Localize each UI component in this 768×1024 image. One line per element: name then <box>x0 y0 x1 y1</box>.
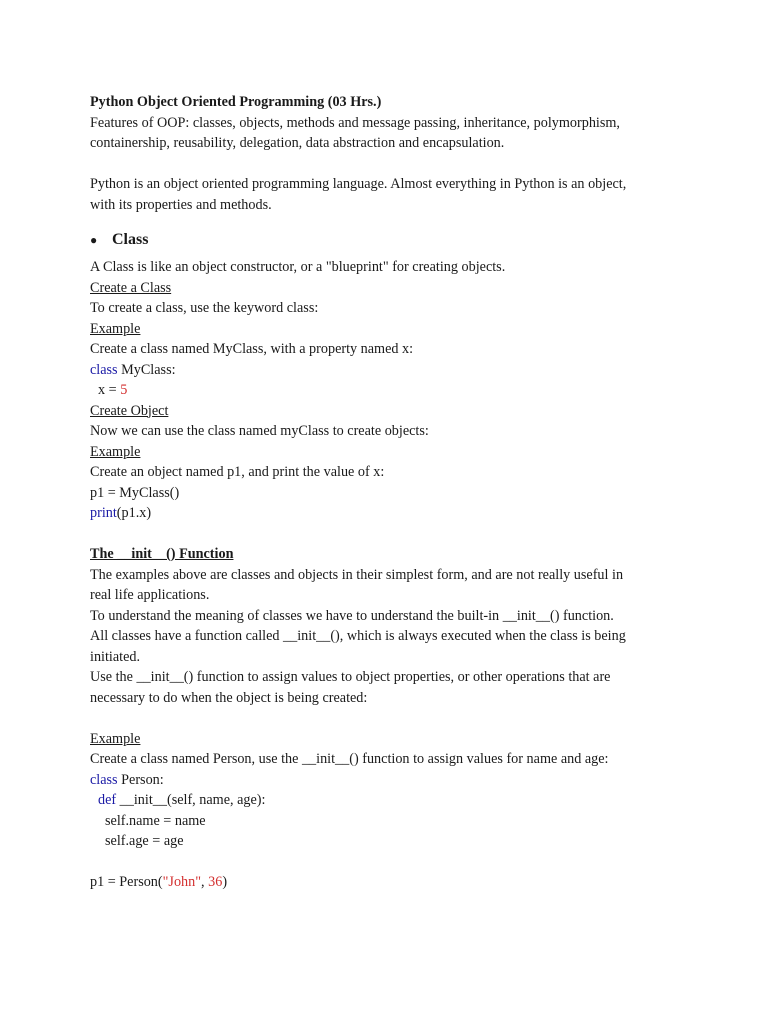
init-heading: The __init__() Function <box>90 546 234 562</box>
code-keyword: class <box>90 771 118 788</box>
init-paragraph-line: All classes have a function called __init__(), which is always executed when the class is being <box>90 628 626 644</box>
code-text: (p1.x) <box>116 505 152 521</box>
code-text: , <box>201 874 209 890</box>
init-paragraph-line: necessary to do when the object is being created: <box>90 689 368 706</box>
code-string: "John" <box>162 874 202 890</box>
bullet-icon: ● <box>90 233 98 247</box>
intro-line-1: Python is an object oriented programming language. Almost everything in Python is an object, <box>90 176 627 192</box>
init-paragraph-line: Use the __init__() function to assign values to object properties, or other operations that are <box>90 669 611 685</box>
code-number: 5 <box>120 382 128 398</box>
features-line-1: Features of OOP: classes, objects, methods and message passing, inheritance, polymorphism, <box>90 114 620 131</box>
create-object-label: Create Object <box>90 402 169 419</box>
example-label: Example <box>90 443 141 460</box>
example-description: Create an object named p1, and print the value of x: <box>90 464 385 480</box>
code-text: x = <box>98 382 121 398</box>
class-heading <box>90 223 690 257</box>
code-line <box>90 770 690 791</box>
features-line-2: containership, reusability, delegation, data abstraction and encapsulation. <box>90 135 505 151</box>
create-object-description: Now we can use the class named myClass to create objects: <box>90 423 429 439</box>
code-line: self.name = name <box>105 812 206 829</box>
code-keyword: class <box>90 361 118 378</box>
code-line <box>90 872 690 893</box>
class-description: A Class is like an object constructor, or a "blueprint" for creating objects. <box>90 259 506 275</box>
create-class-label: Create a Class <box>90 279 172 296</box>
init-paragraph-line: To understand the meaning of classes we have to understand the built-in __init__() function. <box>90 607 614 624</box>
example-label: Example <box>90 730 141 747</box>
code-text: ) <box>222 874 228 890</box>
example-description: Create a class named Person, use the __init__() function to assign values for name and age: <box>90 751 609 767</box>
intro-line-2: with its properties and methods. <box>90 196 272 213</box>
code-keyword: print <box>90 505 117 521</box>
code-text: __init__(self, name, age): <box>116 792 266 808</box>
example-label: Example <box>90 320 141 337</box>
code-line <box>90 380 690 401</box>
init-paragraph-line: real life applications. <box>90 587 210 603</box>
code-text: MyClass: <box>117 361 176 378</box>
example-description: Create a class named MyClass, with a property named x: <box>90 341 414 357</box>
code-line: p1 = MyClass() <box>90 484 180 501</box>
class-heading-text: Class <box>112 231 149 248</box>
code-text: Person: <box>117 771 164 788</box>
code-text: p1 = Person( <box>90 874 163 890</box>
code-line <box>90 360 690 381</box>
code-number: 36 <box>208 874 223 890</box>
document-title: Python Object Oriented Programming (03 Hrs.) <box>90 94 382 110</box>
document-page <box>90 92 690 893</box>
init-paragraph-line: The examples above are classes and objects in their simplest form, and are not really useful in <box>90 566 624 583</box>
init-paragraph-line: initiated. <box>90 648 141 665</box>
create-class-description: To create a class, use the keyword class: <box>90 300 319 316</box>
code-keyword: def <box>98 792 117 808</box>
code-line: self.age = age <box>105 833 184 849</box>
code-line <box>90 790 690 811</box>
code-line <box>90 503 690 524</box>
